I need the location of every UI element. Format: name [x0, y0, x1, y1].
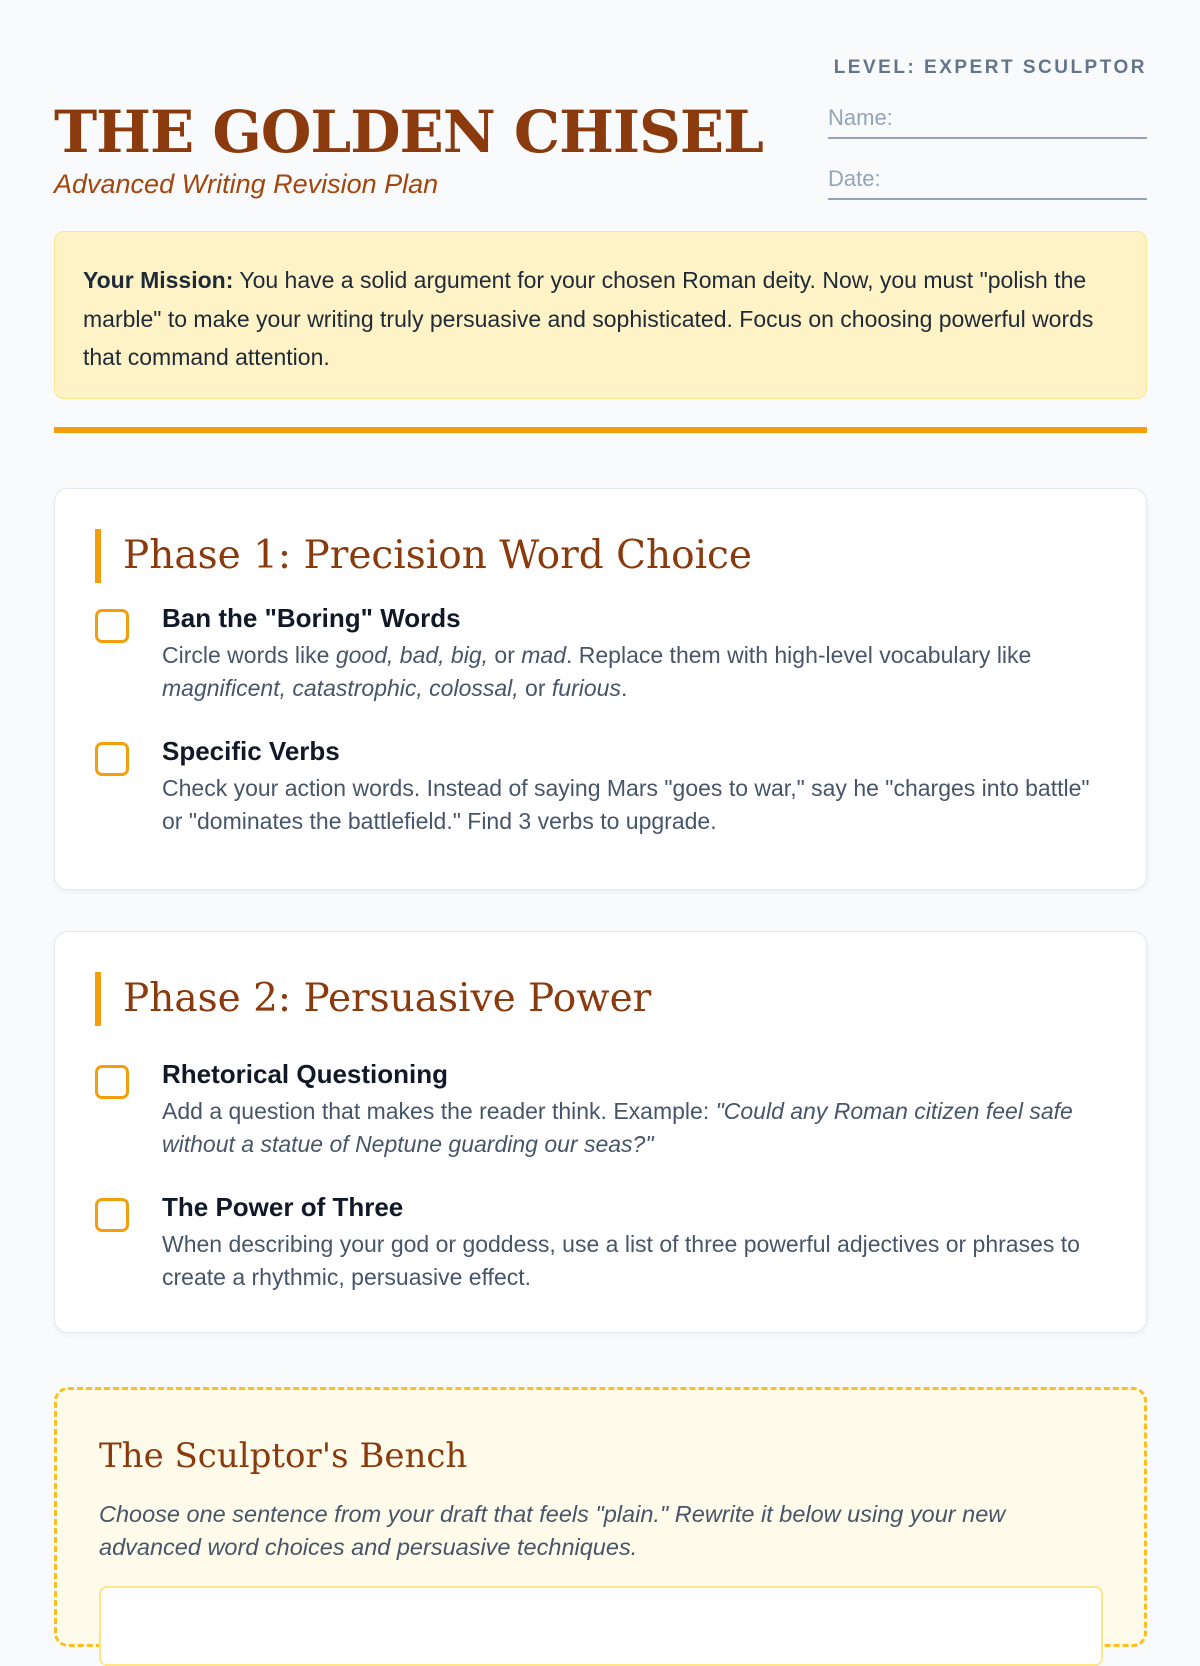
- divider: [54, 427, 1147, 433]
- phase-1-title: Phase 1: Precision Word Choice: [95, 529, 752, 583]
- mission-label: Your Mission:: [83, 267, 234, 293]
- checkbox-rhetorical-questioning[interactable]: [95, 1065, 129, 1099]
- name-label: Name:: [828, 105, 893, 130]
- item-description: [162, 1095, 1107, 1161]
- level-label: LEVEL: EXPERT SCULPTOR: [833, 57, 1147, 78]
- desc-text: or: [518, 675, 552, 701]
- page-title: THE GOLDEN CHISEL: [54, 98, 763, 166]
- desc-example: "Could any Roman citizen feel safe without a statue of Neptune guarding our seas?": [162, 1098, 1073, 1157]
- checkbox-ban-boring-words[interactable]: [95, 609, 129, 643]
- phase-1-card: [54, 488, 1147, 890]
- desc-emphasis: furious: [551, 675, 621, 701]
- item-description: Check your action words. Instead of saying Mars "goes to war," say he "charges into battle" or "dominates the battlefield." Find 3 verbs to upgrade.: [162, 775, 1090, 834]
- date-field[interactable]: [828, 166, 1147, 200]
- rewrite-area[interactable]: [99, 1586, 1103, 1666]
- item-title: Ban the "Boring" Words: [162, 603, 461, 633]
- desc-emphasis: good, bad, big,: [335, 642, 489, 668]
- item-description: When describing your god or goddess, use a list of three powerful adjectives or phrases to create a rhythmic, persuasive effect.: [162, 1231, 1080, 1290]
- worksheet-page: [54, 0, 1147, 1560]
- desc-text: Circle words like: [162, 642, 336, 668]
- desc-text: . Replace them with high-level vocabulary like: [566, 642, 1032, 668]
- item-title: The Power of Three: [162, 1192, 404, 1222]
- mission-box: [54, 231, 1147, 399]
- page-subtitle: Advanced Writing Revision Plan: [54, 169, 439, 199]
- sculptors-bench: [54, 1387, 1147, 1647]
- desc-text: .: [620, 675, 628, 701]
- bench-title: The Sculptor's Bench: [99, 1436, 468, 1476]
- checkbox-specific-verbs[interactable]: [95, 742, 129, 776]
- date-label: Date:: [828, 166, 881, 191]
- header: [54, 0, 1147, 225]
- mission-text: You have a solid argument for your chosen Roman deity. Now, you must "polish the marble" to make your writing truly persuasive and sophisticated. Focus on choosing powerful words that command attention.: [83, 267, 1094, 370]
- item-title: Rhetorical Questioning: [162, 1059, 449, 1089]
- item-description: [162, 639, 1107, 705]
- desc-text: Add a question that makes the reader think. Example:: [162, 1098, 716, 1124]
- desc-emphasis: magnificent, catastrophic, colossal,: [162, 675, 519, 701]
- checkbox-power-of-three[interactable]: [95, 1198, 129, 1232]
- phase-2-title: Phase 2: Persuasive Power: [95, 972, 651, 1026]
- desc-emphasis: mad: [521, 642, 566, 668]
- item-title: Specific Verbs: [162, 736, 340, 766]
- bench-description: Choose one sentence from your draft that feels "plain." Rewrite it below using your new advanced word choices and persuasive techniques.: [99, 1501, 1006, 1560]
- phase-2-card: [54, 931, 1147, 1333]
- desc-text: or: [488, 642, 522, 668]
- name-field[interactable]: [828, 105, 1147, 139]
